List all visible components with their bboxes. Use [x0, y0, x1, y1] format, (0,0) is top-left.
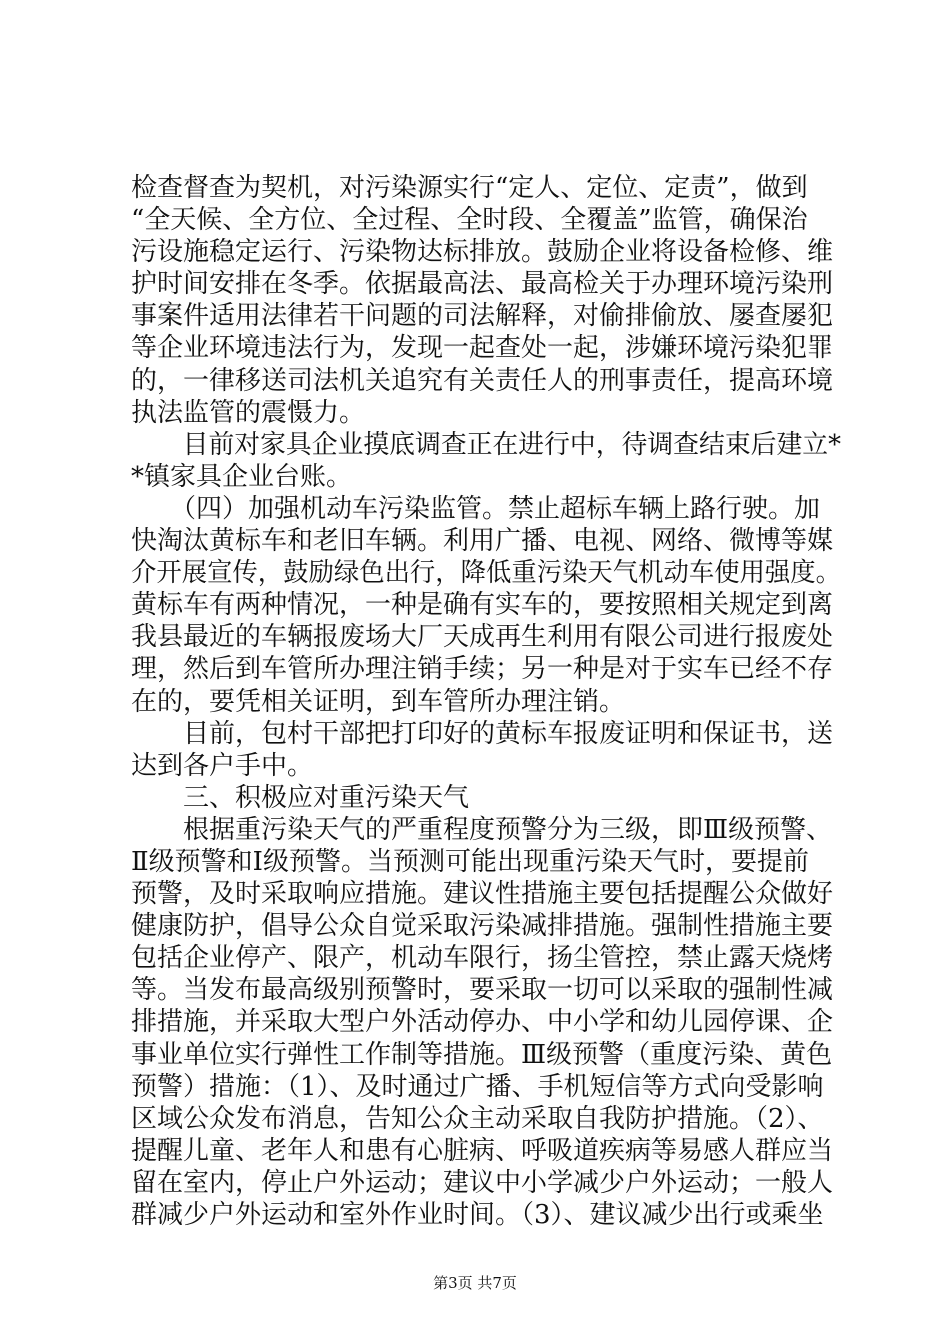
text-line: 排措施，并采取大型户外活动停办、中小学和幼儿园停课、企 — [131, 1007, 834, 1038]
page-footer: 第3页 共7页 — [433, 1274, 517, 1292]
text-line: 等企业环境违法行为，发现一起查处一起，涉嫌环境污染犯罪 — [131, 333, 834, 364]
text-line: 事业单位实行弹性工作制等措施。Ⅲ级预警（重度污染、黄色 — [131, 1039, 833, 1070]
text-line: 护时间安排在冬季。依据最高法、最高检关于办理环境污染刑 — [131, 269, 834, 300]
text-line: 群减少户外运动和室外作业时间。（3）、建议减少出行或乘坐 — [131, 1200, 824, 1230]
text-line: 快淘汰黄标车和老旧车辆。利用广播、电视、网络、微博等媒 — [131, 526, 834, 557]
text-line: 我县最近的车辆报废场大厂天成再生利用有限公司进行报废处 — [131, 622, 834, 653]
text-line: 包括企业停产、限产，机动车限行，扬尘管控，禁止露天烧烤 — [131, 943, 834, 974]
text-line: 预警，及时采取响应措施。建议性措施主要包括提醒公众做好 — [131, 879, 834, 910]
text-line: 达到各户手中。 — [131, 750, 314, 781]
text-line: 在的，要凭相关证明，到车管所办理注销。 — [131, 686, 626, 717]
text-line: 污设施稳定运行、污染物达标排放。鼓励企业将设备检修、维 — [131, 237, 834, 268]
text-line: 目前对家具企业摸底调查正在进行中，待调查结束后建立* — [131, 429, 842, 460]
text-line: 健康防护，倡导公众自觉采取污染减排措施。强制性措施主要 — [131, 911, 834, 942]
text-line: 提醒儿童、老年人和患有心脏病、呼吸道疾病等易感人群应当 — [131, 1135, 834, 1166]
text-line: 区域公众发布消息，告知公众主动采取自我防护措施。（2）、 — [131, 1103, 824, 1134]
text-line: 根据重污染天气的严重程度预警分为三级，即Ⅲ级预警、 — [131, 814, 833, 845]
text-line: 理，然后到车管所办理注销手续；另一种是对于实车已经不存 — [131, 654, 834, 685]
text-line: “全天候、全方位、全过程、全时段、全覆盖”监管，确保治 — [131, 205, 808, 236]
document-body — [131, 172, 841, 1231]
text-line: 留在室内，停止户外运动；建议中小学减少户外运动；一般人 — [131, 1167, 834, 1198]
text-line: Ⅱ级预警和Ⅰ级预警。当预测可能出现重污染天气时，要提前 — [131, 846, 809, 877]
text-line: 三、积极应对重污染天气 — [131, 782, 470, 813]
text-line: 介开展宣传，鼓励绿色出行，降低重污染天气机动车使用强度。 — [131, 558, 842, 589]
text-line: 的，一律移送司法机关追究有关责任人的刑事责任，提高环境 — [131, 365, 834, 396]
text-line: 执法监管的震慑力。 — [131, 397, 366, 428]
text-line: *镇家具企业台账。 — [131, 461, 353, 492]
text-line: 事案件适用法律若干问题的司法解释，对偷排偷放、屡查屡犯 — [131, 301, 834, 332]
text-line: （四）加强机动车污染监管。禁止超标车辆上路行驶。加 — [131, 493, 821, 524]
text-line: 目前，包村干部把打印好的黄标车报废证明和保证书，送 — [131, 718, 834, 749]
text-line: 等。当发布最高级别预警时，要采取一切可以采取的强制性减 — [131, 975, 834, 1006]
text-line: 预警）措施：（1）、及时通过广播、手机短信等方式向受影响 — [131, 1071, 824, 1102]
text-line: 黄标车有两种情况，一种是确有实车的，要按照相关规定到离 — [131, 590, 834, 621]
text-line: 检查督查为契机，对污染源实行“定人、定位、定责”，做到 — [131, 173, 808, 203]
